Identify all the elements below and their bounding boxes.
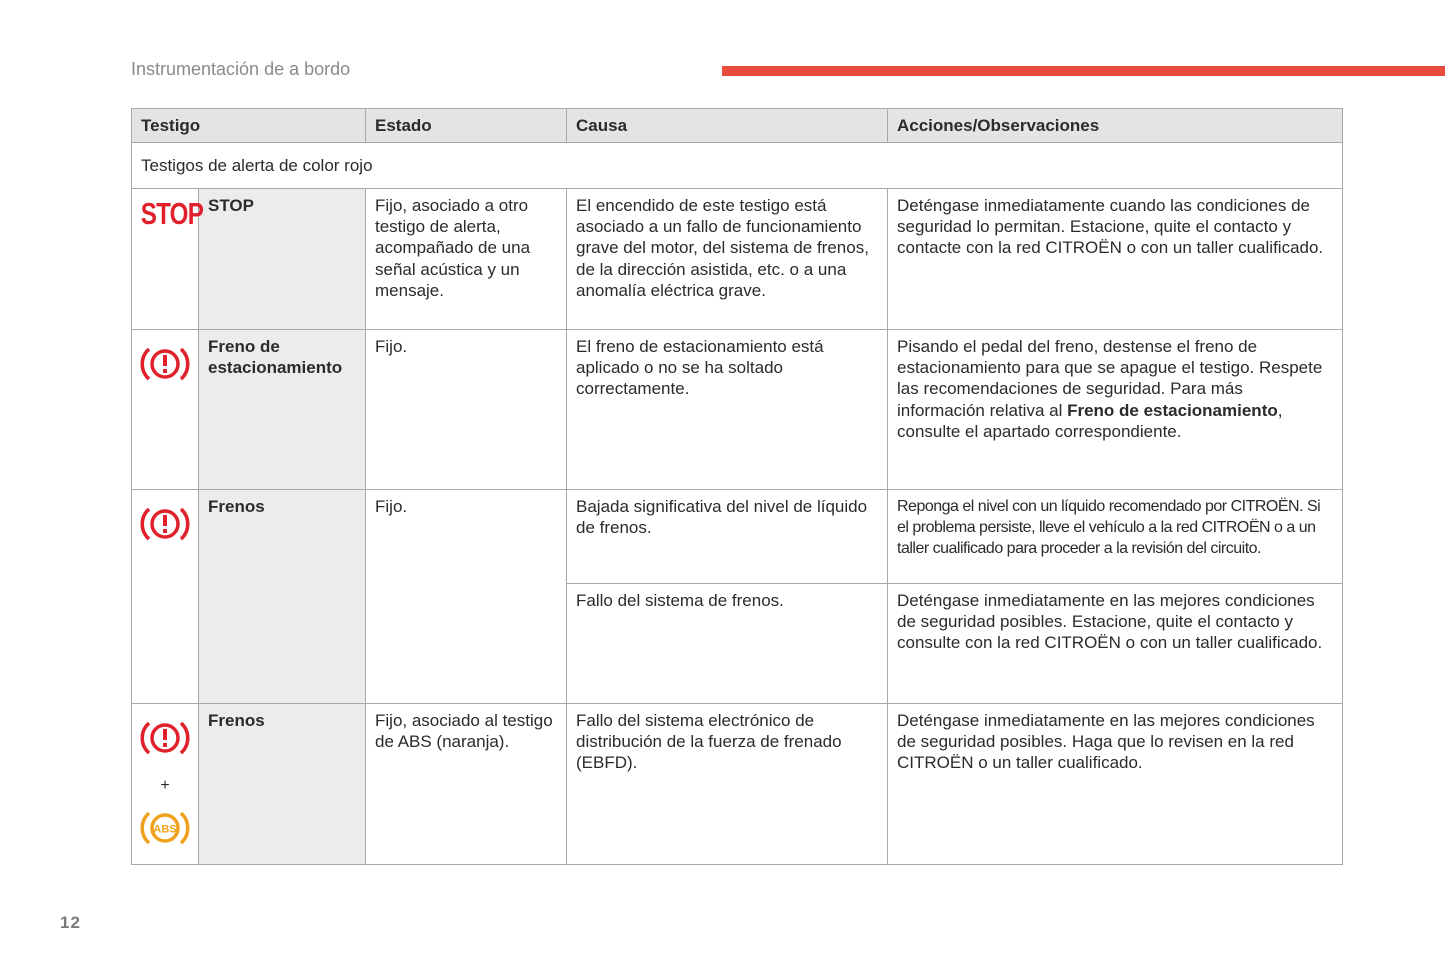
warning-lights-table [131, 108, 1343, 865]
causa: Bajada significativa del nivel de líquido de frenos. [567, 490, 888, 584]
brake-warning-icon [140, 504, 190, 544]
acciones: Deténgase inmediatamente en las mejores condiciones de seguridad posibles. Estacione, quite el contacto y consulte con la red CITROËN o con un taller cualificado. [888, 584, 1343, 704]
parking-brake-warning-icon [140, 344, 190, 384]
page-number: 12 [60, 913, 81, 932]
acciones [888, 330, 1343, 490]
table-row [132, 330, 1343, 490]
col-header: Testigo [132, 109, 366, 143]
accent-bar [722, 66, 1445, 76]
acciones: Reponga el nivel con un líquido recomendado por CITROËN. Si el problema persiste, lleve el vehículo a la red CITROËN o a un taller cualificado para proceder a la revisión del circuito. [888, 490, 1343, 584]
plus-sign: + [160, 777, 170, 795]
section-title: Instrumentación de a bordo [131, 59, 351, 79]
col-header: Causa [567, 109, 888, 143]
warning-name: Frenos [199, 704, 366, 865]
brake-warning-icon [140, 718, 190, 758]
bold-ref: Freno de estacionamiento [1067, 400, 1278, 420]
table-header [132, 109, 1343, 143]
causa: Fallo del sistema de frenos. [567, 584, 888, 704]
subheader: Testigos de alerta de color rojo [132, 143, 1343, 189]
table-row [132, 490, 1343, 584]
col-header: Estado [366, 109, 567, 143]
causa: El freno de estacionamiento está aplicado o no se ha soltado correctamente. [567, 330, 888, 490]
stop-icon: STOP [140, 196, 204, 231]
text: Pisando el pedal del freno, destense el freno de estacionamiento para que se apague el testigo. Respete las recomendaciones de seguridad. Para más información relativa al [897, 337, 1323, 420]
estado: Fijo, asociado a otro testigo de alerta, acompañado de una señal acústica y un mensaje. [366, 189, 567, 330]
causa: Fallo del sistema electrónico de distribución de la fuerza de frenado (EBFD). [567, 704, 888, 865]
col-header: Acciones/Observaciones [888, 109, 1343, 143]
warning-name: Freno de estacionamiento [199, 330, 366, 490]
acciones: Deténgase inmediatamente en las mejores condiciones de seguridad posibles. Haga que lo revisen en la red CITROËN o un taller cualificado. [888, 704, 1343, 865]
estado: Fijo. [366, 490, 567, 704]
abs-label: ABS [153, 823, 177, 836]
table-row [132, 189, 1343, 330]
acciones: Deténgase inmediatamente cuando las condiciones de seguridad lo permitan. Estacione, quite el contacto y contacte con la red CITROËN o con un taller cualificado. [888, 189, 1343, 330]
warning-name: Frenos [199, 490, 366, 704]
abs-warning-icon [140, 808, 190, 848]
warning-name: STOP [199, 189, 366, 330]
estado: Fijo, asociado al testigo de ABS (naranja). [366, 704, 567, 865]
text: , consulte el apartado correspondiente. [897, 400, 1283, 441]
estado: Fijo. [366, 330, 567, 490]
causa: El encendido de este testigo está asociado a un fallo de funcionamiento grave del motor, del sistema de frenos, de la dirección asistida, etc. o a una anomalía eléctrica grave. [567, 189, 888, 330]
table-row [132, 704, 1343, 865]
